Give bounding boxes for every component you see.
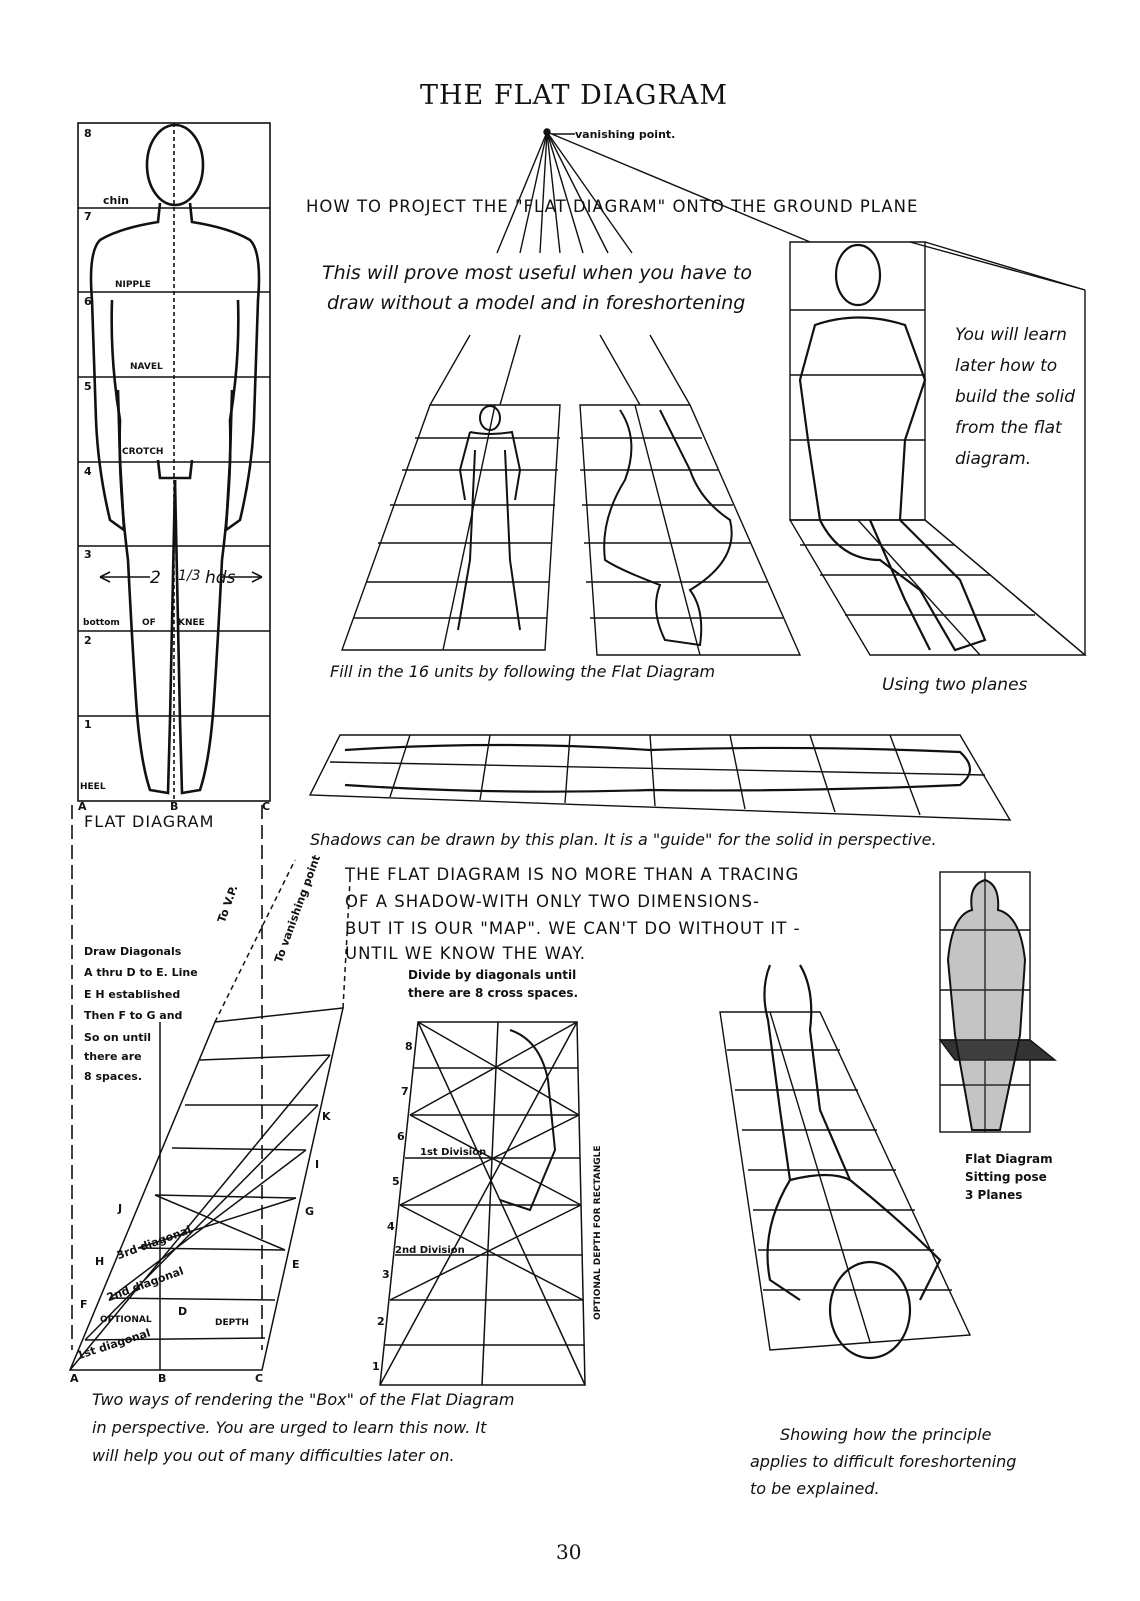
label-bottom: bottom: [83, 618, 120, 628]
vanishing-point-label: vanishing point.: [575, 128, 676, 141]
grid-number-5: 5: [84, 380, 92, 393]
diagonal-note-2: A thru D to E. Line: [84, 966, 198, 979]
box-caption-line2: in perspective. You are urged to learn this now. It: [92, 1418, 487, 1437]
vp-label: To V.P.: [215, 883, 241, 925]
diagonal-note-3: E H established: [84, 988, 181, 1001]
box-letter-k: K: [322, 1110, 331, 1123]
useful-note-line1: This will prove most useful when you have to: [322, 262, 752, 284]
diagonal-note-7: 8 spaces.: [84, 1070, 143, 1083]
box-letter-a: A: [70, 1372, 79, 1385]
solid-note-line1: You will learn: [955, 325, 1067, 345]
principle-caption-line3: to be explained.: [750, 1479, 880, 1498]
grid-number-1: 1: [84, 718, 92, 731]
vp-label-2: To vanishing point: [272, 853, 324, 965]
label-crotch: CROTCH: [122, 447, 164, 457]
xgrid-number-2: 2: [377, 1315, 385, 1328]
corner-b: B: [170, 800, 179, 813]
sitting-caption-line3: 3 Planes: [965, 1188, 1023, 1202]
second-division-label: 2nd Division: [395, 1245, 465, 1256]
page-number: 30: [556, 1540, 582, 1564]
page-title: THE FLAT DIAGRAM: [420, 80, 728, 111]
box-letter-f: F: [80, 1298, 88, 1311]
useful-note-line2: draw without a model and in foreshortening: [327, 292, 746, 314]
measure-unit: hds: [205, 568, 236, 588]
diagonal-note-4: Then F to G and: [84, 1009, 183, 1022]
grid-number-4: 4: [84, 465, 92, 478]
first-division-label: 1st Division: [420, 1147, 487, 1158]
sitting-caption-line2: Sitting pose: [965, 1170, 1047, 1184]
depth-label: DEPTH: [215, 1318, 249, 1328]
diagonal-note-1: Draw Diagonals: [84, 945, 182, 958]
box-letter-h: H: [95, 1255, 105, 1268]
xgrid-number-8: 8: [405, 1040, 413, 1053]
diagonal-label-2: 2nd diagonal: [105, 1264, 186, 1305]
box-letter-j: J: [118, 1202, 123, 1215]
box-letter-i: I: [315, 1158, 320, 1171]
diagonal-note-6: there are: [84, 1050, 142, 1063]
diagonal-label-3: 3rd diagonal: [115, 1223, 194, 1263]
foreshortened-figure: [720, 965, 970, 1358]
flat-diagram-standing-figure: [72, 123, 270, 1350]
box-caption-line1: Two ways of rendering the "Box" of the Flat Diagram: [92, 1390, 515, 1409]
ground-plane-standing: [342, 335, 560, 650]
optional-label: OPTIONAL: [100, 1315, 152, 1325]
grid-number-8: 8: [84, 127, 92, 140]
label-chin: chin: [103, 194, 129, 207]
solid-note-line2: later how to: [955, 356, 1058, 376]
box-letter-d: D: [178, 1305, 188, 1318]
xgrid-number-7: 7: [401, 1085, 409, 1098]
measure-two: 2: [150, 568, 161, 588]
label-heel: HEEL: [80, 782, 106, 792]
box-letter-b: B: [158, 1372, 167, 1385]
shadow-strip: [310, 735, 1010, 820]
box-letter-c: C: [255, 1372, 264, 1385]
box-caption-line3: will help you out of many difficulties later on.: [92, 1446, 455, 1465]
divide-note-line2: there are 8 cross spaces.: [408, 986, 579, 1000]
xgrid-number-6: 6: [397, 1130, 405, 1143]
shadows-caption: Shadows can be drawn by this plan. It is a "guide" for the solid in perspective.: [310, 830, 937, 849]
diagonal-note-5: So on until: [84, 1031, 151, 1044]
grid-number-2: 2: [84, 634, 92, 647]
box-letter-g: G: [305, 1205, 315, 1218]
box-letter-e: E: [292, 1258, 300, 1271]
x-division-grid: [380, 1022, 585, 1385]
principle-caption-line1: Showing how the principle: [780, 1425, 992, 1444]
measure-fraction: 1/3: [178, 568, 201, 584]
label-navel: NAVEL: [130, 362, 163, 372]
sitting-pose-three-planes: [940, 872, 1055, 1132]
grid-number-6: 6: [84, 295, 92, 308]
solid-note-line5: diagram.: [955, 449, 1032, 469]
two-planes-sitting: [790, 242, 1085, 655]
label-knee: KNEE: [178, 618, 205, 628]
solid-note-line4: from the flat: [955, 418, 1062, 438]
corner-a: A: [78, 800, 87, 813]
corner-c: C: [262, 800, 271, 813]
optional-depth-label: OPTIONAL DEPTH FOR RECTANGLE: [593, 1145, 603, 1320]
principle-line4: UNTIL WE KNOW THE WAY.: [345, 944, 587, 963]
grid-number-7: 7: [84, 210, 92, 223]
two-planes-caption: Using two planes: [882, 675, 1028, 695]
projection-heading: HOW TO PROJECT THE "FLAT DIAGRAM" ONTO THE GROUND PLANE: [306, 197, 919, 216]
divide-note-line1: Divide by diagonals until: [408, 968, 577, 982]
xgrid-number-4: 4: [387, 1220, 395, 1233]
xgrid-number-1: 1: [372, 1360, 380, 1373]
solid-note-line3: build the solid: [955, 387, 1076, 407]
principle-line2: OF A SHADOW-WITH ONLY TWO DIMENSIONS-: [345, 892, 760, 911]
label-of: OF: [142, 618, 156, 628]
diagonal-label-1: 1st diagonal: [75, 1326, 153, 1363]
fill-units-caption: Fill in the 16 units by following the Flat Diagram: [330, 662, 716, 681]
label-nipple: NIPPLE: [115, 280, 151, 290]
ground-plane-lying: [580, 335, 800, 655]
sitting-caption-line1: Flat Diagram: [965, 1152, 1053, 1166]
grid-number-3: 3: [84, 548, 92, 561]
xgrid-number-5: 5: [392, 1175, 400, 1188]
principle-line1: THE FLAT DIAGRAM IS NO MORE THAN A TRACING: [345, 865, 800, 884]
xgrid-number-3: 3: [382, 1268, 390, 1281]
flat-diagram-caption: FLAT DIAGRAM: [84, 812, 215, 831]
principle-caption-line2: applies to difficult foreshortening: [750, 1452, 1017, 1471]
principle-line3: BUT IT IS OUR "MAP". WE CAN'T DO WITHOUT IT -: [345, 919, 801, 938]
